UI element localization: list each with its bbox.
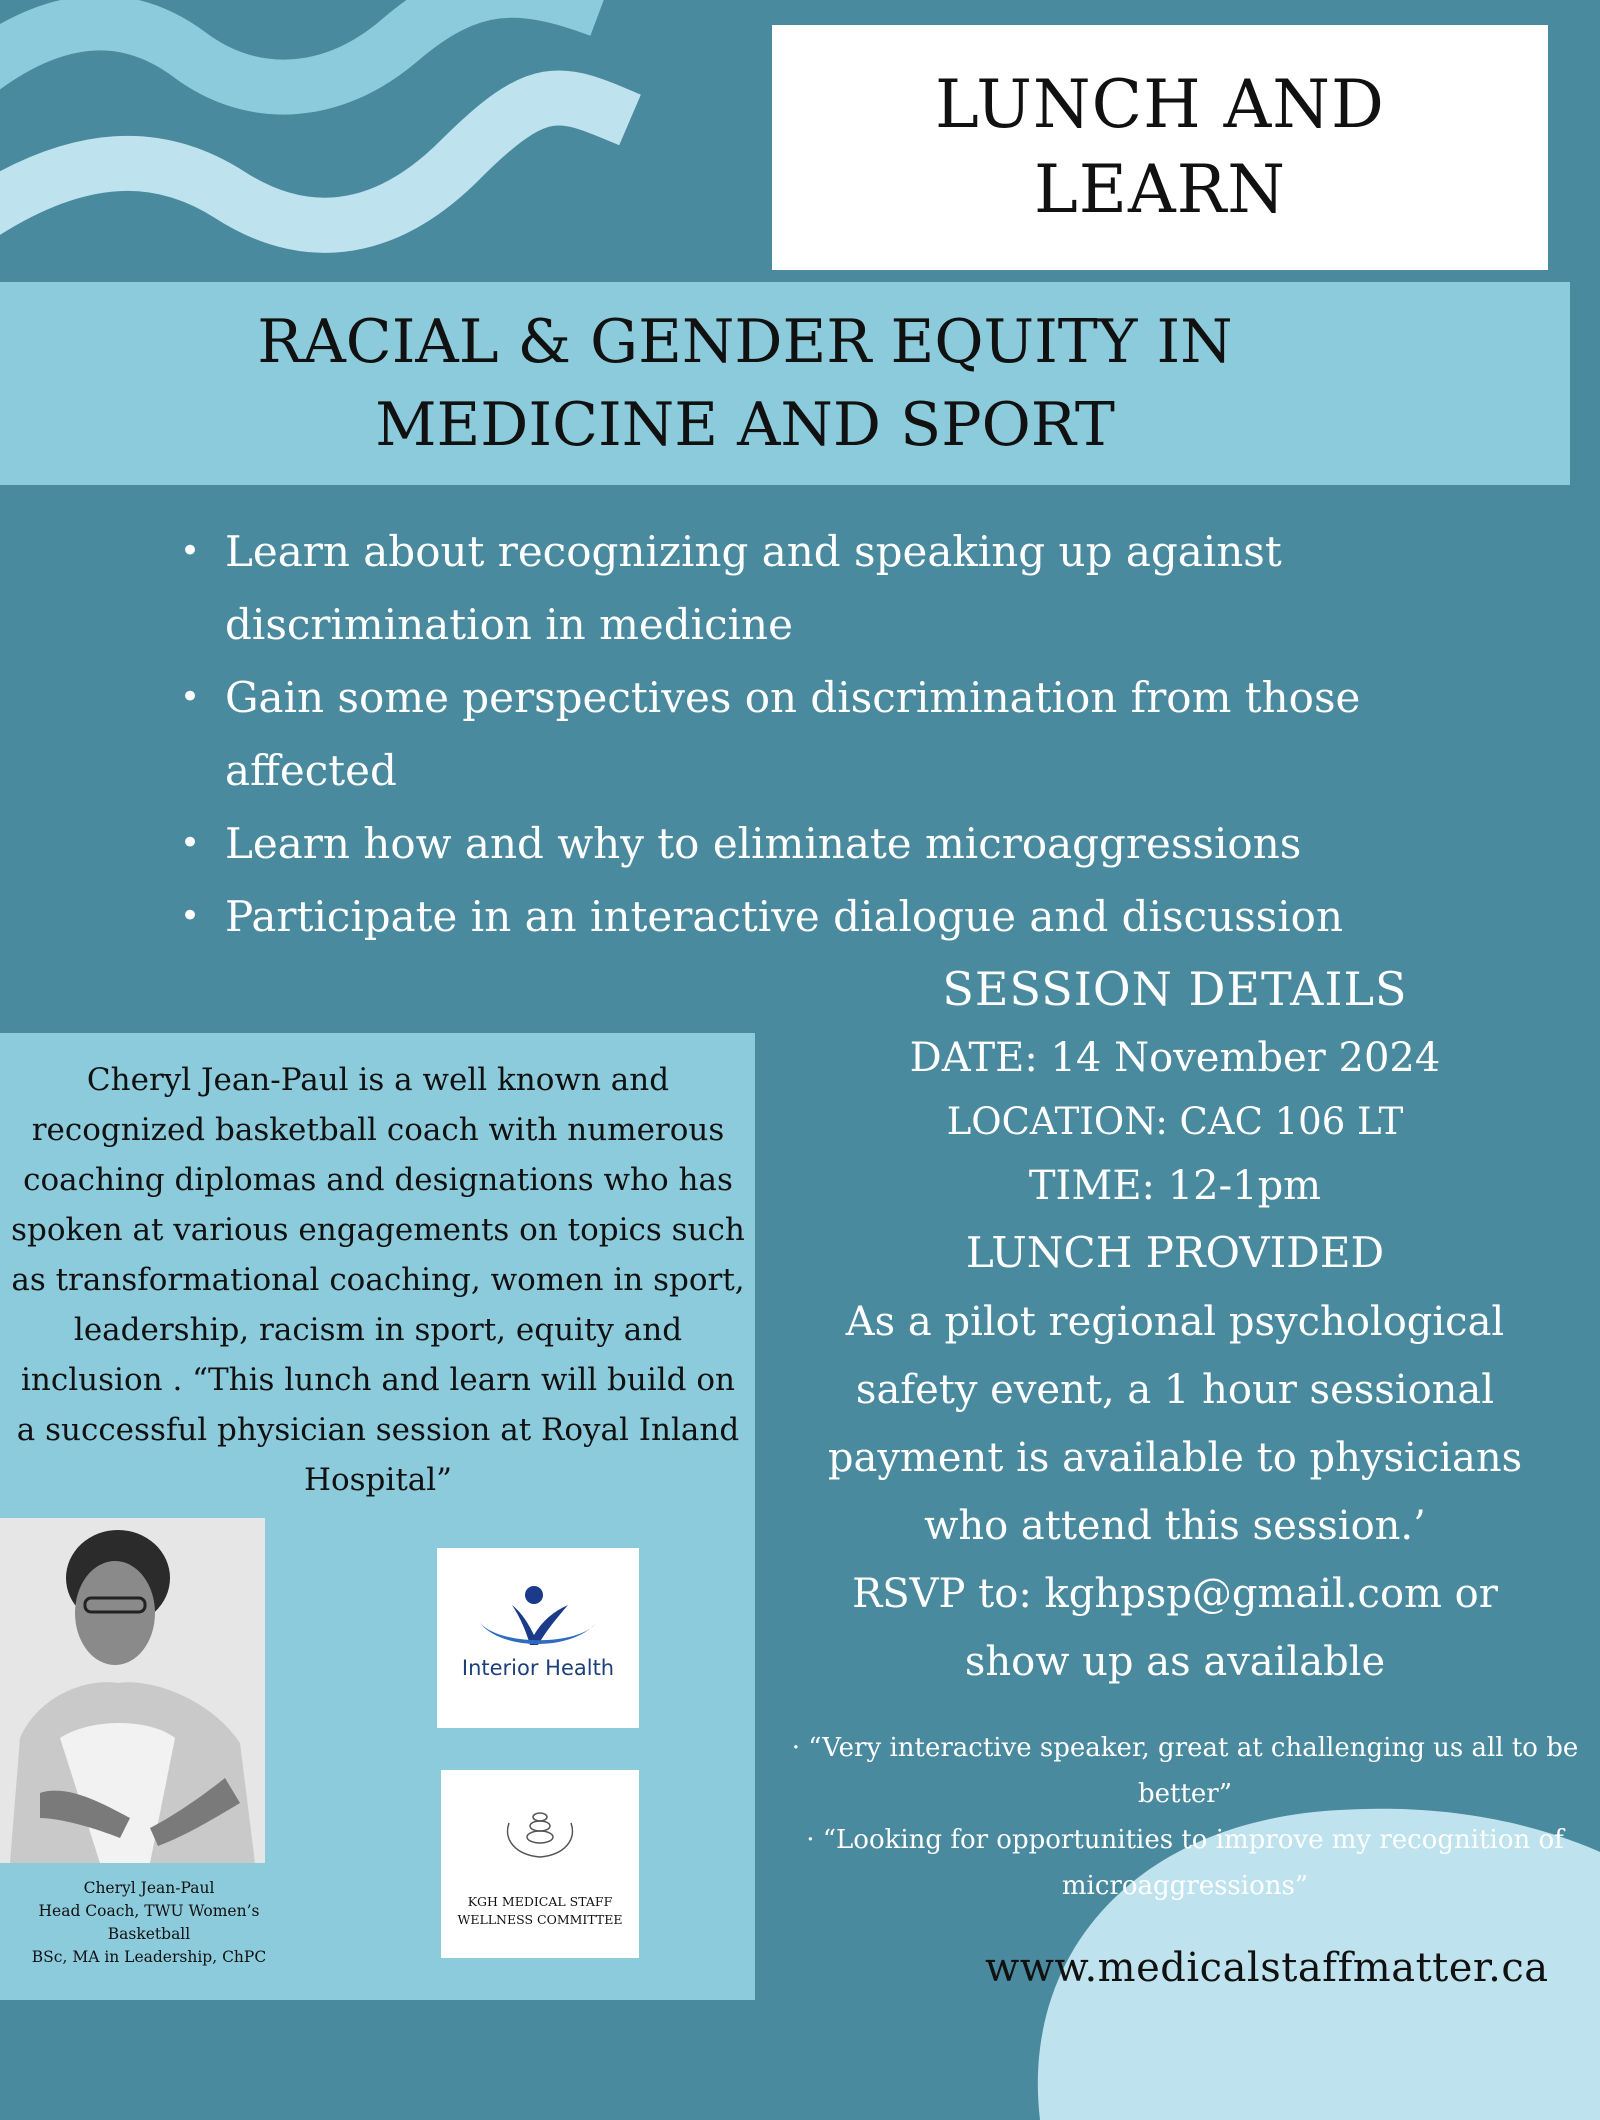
testimonial-item: · “Looking for opportunities to improve my recognition of microaggressions” [806, 1825, 1564, 1901]
interior-health-icon [472, 1583, 604, 1653]
kgh-label-line1: KGH MEDICAL STAFF [467, 1894, 613, 1909]
speaker-photo [0, 1518, 265, 1863]
session-details [790, 952, 1560, 1696]
testimonials [775, 1725, 1595, 1909]
learning-objectives-list [180, 515, 1480, 953]
interior-health-logo [437, 1548, 639, 1728]
title-box [772, 25, 1548, 270]
objective-item: • Participate in an interactive dialogue and discussion [180, 880, 1480, 953]
session-time: TIME: 12-1pm [1028, 1163, 1322, 1209]
speaker-caption [0, 1877, 298, 1969]
interior-health-label: Interior Health [461, 1656, 615, 1680]
kgh-wellness-label [441, 1893, 639, 1929]
caption-name: Cheryl Jean-Paul [83, 1879, 215, 1897]
hands-stones-icon [501, 1805, 579, 1865]
objective-item: • Learn how and why to eliminate microaggressions [180, 807, 1480, 880]
subtitle-band [0, 282, 1570, 485]
session-date: DATE: 14 November 2024 [909, 1035, 1441, 1081]
caption-role: Head Coach, TWU Women’s Basketball [38, 1902, 260, 1943]
kgh-wellness-logo [441, 1770, 639, 1958]
payment-note: As a pilot regional psychological safety event, a 1 hour sessional payment is available to physicians who attend this session.’ [827, 1299, 1523, 1549]
objective-item: • Learn about recognizing and speaking up against discrimination in medicine [180, 515, 1480, 661]
testimonial-item: · “Very interactive speaker, great at challenging us all to be better” [791, 1733, 1579, 1809]
objective-item: • Gain some perspectives on discrimination from those affected [180, 661, 1480, 807]
rsvp-info: RSVP to: kghpsp@gmail.com or show up as available [852, 1571, 1498, 1685]
event-subtitle: RACIAL & GENDER EQUITY IN MEDICINE AND SPORT [257, 306, 1233, 460]
caption-credentials: BSc, MA in Leadership, ChPC [31, 1948, 267, 1966]
event-title: LUNCH AND LEARN [935, 66, 1385, 228]
session-heading: SESSION DETAILS [942, 962, 1408, 1016]
kgh-label-line2: WELLNESS COMMITTEE [457, 1912, 623, 1927]
speaker-bio: Cheryl Jean-Paul is a well known and recognized basketball coach with numerous coaching diplomas and designations who has spoken at various engagements on topics such as transformational coaching, women in sport, leadership, racism in sport, equity and inclusion . “This lunch and learn will build on a successful physician session at Royal Inland Hospital” [11, 1062, 745, 1498]
lunch-provided: LUNCH PROVIDED [965, 1228, 1385, 1277]
website-url: www.medicalstaffmatter.ca [985, 1945, 1549, 1991]
decorative-waves [0, 0, 700, 300]
session-location: LOCATION: CAC 106 LT [946, 1100, 1404, 1143]
